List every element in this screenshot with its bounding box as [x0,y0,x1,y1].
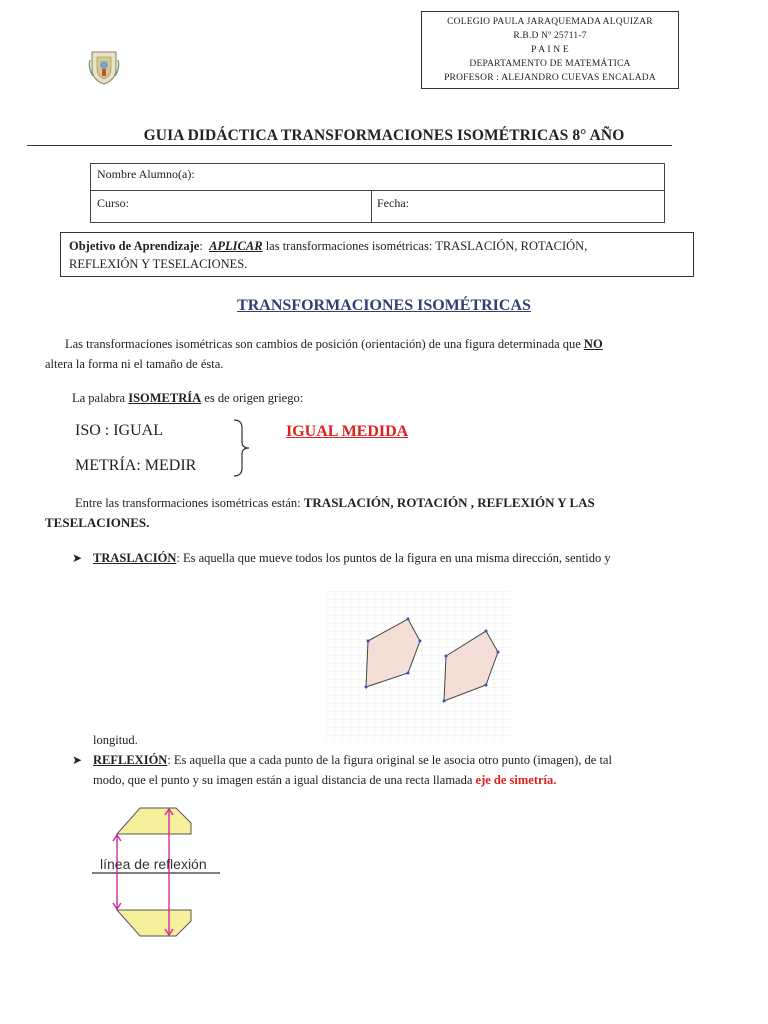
student-name-field[interactable]: Nombre Alumno(a): [97,167,195,181]
translation-continuation: longitud. [93,733,138,747]
intro-part2: altera la forma ni el tamaño de ésta. [45,357,224,371]
school-department: DEPARTAMENTO DE MATEMÁTICA [469,59,631,69]
arrow-bullet-icon: ➤ [72,551,83,565]
translation-definition [93,548,611,568]
reflection-figure [92,806,227,946]
table-divider [371,191,372,223]
intro-paragraph [45,334,735,374]
objective-label: Objetivo de Aprendizaje [69,239,200,253]
intro-no: NO [583,337,603,351]
learning-objective-box [60,232,694,277]
objective-verb: APLICAR [209,239,263,253]
title-underline [27,145,672,146]
date-field[interactable]: Fecha: [377,196,409,210]
course-field[interactable]: Curso: [97,196,130,210]
objective-text-line2: REFLEXIÓN Y TESELACIONES. [69,257,248,271]
isometry-suffix: es de origen griego: [201,391,304,405]
section-title [0,297,768,315]
equal-measure-result: IGUAL MEDIDA [286,423,409,440]
list-intro-bold-line2: TESELACIONES. [45,515,150,530]
translation-figure [326,591,510,741]
section-title-text: TRANSFORMACIONES ISOMÉTRICAS [237,297,531,314]
translation-term: TRASLACIÓN [93,551,177,565]
reflection-line-label: línea de reflexión [100,856,207,872]
translation-text: : Es aquella que mueve todos los puntos de la figura en una misma dirección, sentido y [176,551,611,565]
reflection-axis: eje de simetría. [475,773,557,787]
reflection-term: REFLEXIÓN [93,753,168,767]
reflection-text1: : Es aquella que a cada punto de la figura original se le asocia otro punto (imagen), de tal [167,753,612,767]
school-rbd: R.B.D Nº 25711-7 [513,31,587,41]
isometry-sentence [72,388,303,408]
metria-definition: METRÍA: MEDIR [75,457,197,474]
school-teacher: PROFESOR : ALEJANDRO CUEVAS ENCALADA [444,73,656,83]
reflection-text2: modo, que el punto y su imagen están a igual distancia de una recta llamada [93,773,476,787]
list-intro-bold-line1: TRASLACIÓN, ROTACIÓN , REFLEXIÓN Y LAS [303,495,595,510]
page-title: GUIA DIDÁCTICA TRANSFORMACIONES ISOMÉTRICAS 8° AÑO [143,127,625,144]
isometry-prefix: La palabra [72,391,129,405]
isometry-word: ISOMETRÍA [128,391,202,405]
transformations-list-intro [45,493,735,533]
original-shape [117,808,191,834]
intro-part1: Las transformaciones isométricas son cambios de posición (orientación) de una figura determinada que [65,337,584,351]
objective-colon: : [199,239,203,253]
curly-brace-icon [232,418,252,478]
reflected-shape [117,910,191,936]
student-info-table [90,163,665,223]
school-name: COLEGIO PAULA JARAQUEMADA ALQUIZAR [447,17,653,27]
iso-definition: ISO : IGUAL [75,422,163,439]
objective-text-line1: las transformaciones isométricas: TRASLACIÓN, ROTACIÓN, [262,239,588,253]
school-crest-icon [88,48,120,86]
school-city: P A I N E [531,45,569,55]
school-info-box [421,11,679,89]
list-intro-text: Entre las transformaciones isométricas están: [75,496,304,510]
arrow-bullet-icon: ➤ [72,753,83,767]
reflection-definition [93,750,723,790]
